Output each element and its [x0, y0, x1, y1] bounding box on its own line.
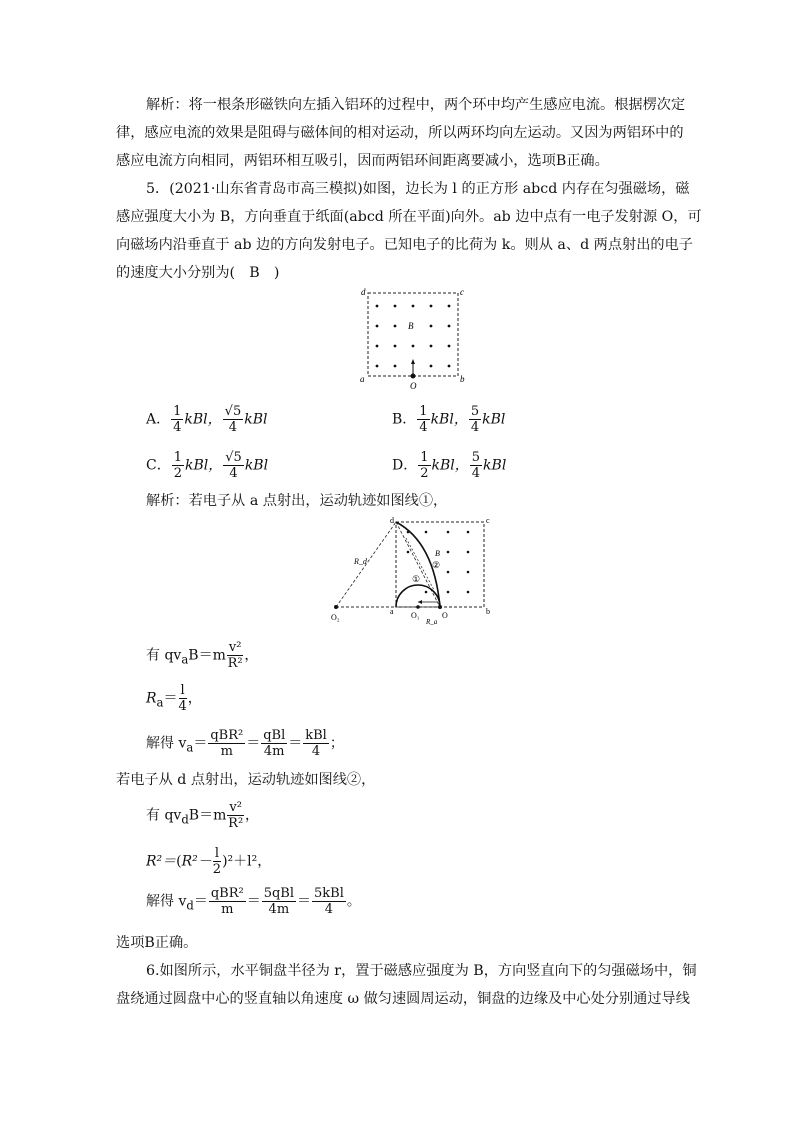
text-line: 解析：将一根条形磁铁向左插入铝环的过程中，两个环中均产生感应电流。根据楞次定: [146, 97, 686, 113]
svg-text:O: O: [442, 611, 448, 620]
svg-text:B: B: [435, 549, 440, 558]
square-field-figure: [355, 286, 470, 392]
text-line: 律，感应电流的效果是阻碍与磁体间的相对运动，所以两环均向左运动。又因为两铝环中的: [116, 125, 684, 141]
svg-text:②: ②: [432, 560, 441, 570]
text-line: 感应电流方向相同，两铝环相互吸引，因而两铝环间距离要减小，选项B正确。: [116, 153, 609, 169]
question-5-line: 向磁场内沿垂直于 ab 边的方向发射电子。已知电子的比荷为 k。则从 a、d 两点射出的电子: [116, 237, 693, 253]
equation-line: 有 $qv_aB=m$ $\frac{\text{v²}}{\text{R²}}$ ，: [146, 640, 259, 671]
svg-text:O₂: O₂: [331, 613, 340, 622]
svg-text:c: c: [460, 287, 464, 297]
equation-line: 有 $qv_dB=m$ $\frac{\text{v²}}{\text{R²}}$ ，: [146, 800, 259, 831]
svg-text:B: B: [408, 321, 414, 331]
svg-text:d: d: [361, 287, 366, 297]
svg-text:d: d: [390, 516, 394, 525]
question-6-line: 6.如图所示，水平铜盘半径为 r，置于磁感应强度为 B，方向竖直向下的匀强磁场中，铜: [146, 963, 697, 979]
question-5-line: 的速度大小分别为( B ): [116, 265, 280, 281]
svg-text:b: b: [460, 374, 465, 384]
solution-intro: 解析：若电子从 a 点射出，运动轨迹如图线①，: [146, 493, 448, 509]
svg-text:R_d: R_d: [354, 557, 367, 566]
equation-line: $R_a=$ $\frac{l}{4}$ ，: [146, 683, 202, 714]
svg-text:O: O: [410, 381, 417, 391]
svg-text:R_a: R_a: [426, 618, 438, 626]
svg-text:b: b: [486, 607, 490, 616]
equation-line: R²＝(R²－ $\frac{l}{2}$ )²＋l²，: [146, 846, 272, 877]
svg-text:c: c: [486, 516, 490, 525]
text-line: 若电子从 d 点射出，运动轨迹如图线②，: [116, 772, 376, 788]
svg-text:a: a: [390, 607, 394, 616]
equation-line: 解得 $v_d=$ $\frac{\text{qBR²}}{m}$ ＝ $\frac{\text{5qBl}}{4m}$ ＝ $\frac{\text{5kBl}}{4}$ 。: [146, 886, 361, 917]
svg-text:O₁: O₁: [411, 611, 420, 620]
field-dots: [376, 305, 451, 368]
option-c[interactable]: C． $\frac{1}{2}$ kBl， $\frac{√5}{4}$ kBl: [146, 450, 269, 481]
option-b[interactable]: B． $\frac{1}{4}$ kBl， $\frac{5}{4}$ kBl: [392, 404, 506, 435]
svg-text:①: ①: [412, 574, 421, 584]
question-6-line: 盘绕通过圆盘中心的竖直轴以角速度 ω 做匀速圆周运动，铜盘的边缘及中心处分别通过导线: [116, 991, 690, 1007]
svg-text:a: a: [360, 374, 365, 384]
trajectory-figure: [326, 514, 496, 626]
option-a[interactable]: A． $\frac{1}{4}$ kBl， $\frac{√5}{4}$ kBl: [146, 404, 268, 435]
question-5-line: 感应强度大小为 B，方向垂直于纸面(abcd 所在平面)向外。ab 边中点有一电子发射源 O，可: [116, 209, 702, 225]
conclusion: 选项B正确。: [116, 935, 198, 951]
option-d[interactable]: D． $\frac{1}{2}$ kBl， $\frac{5}{4}$ kBl: [392, 450, 507, 481]
question-5-line: 5．(2021·山东省青岛市高三模拟)如图，边长为 l 的正方形 abcd 内存在匀强磁场，磁: [146, 181, 690, 197]
equation-line: 解得 $v_a=$ $\frac{\text{qBR²}}{m}$ ＝ $\frac{\text{qBl}}{4m}$ ＝ $\frac{\text{kBl}}{4}$ ；: [146, 728, 344, 759]
